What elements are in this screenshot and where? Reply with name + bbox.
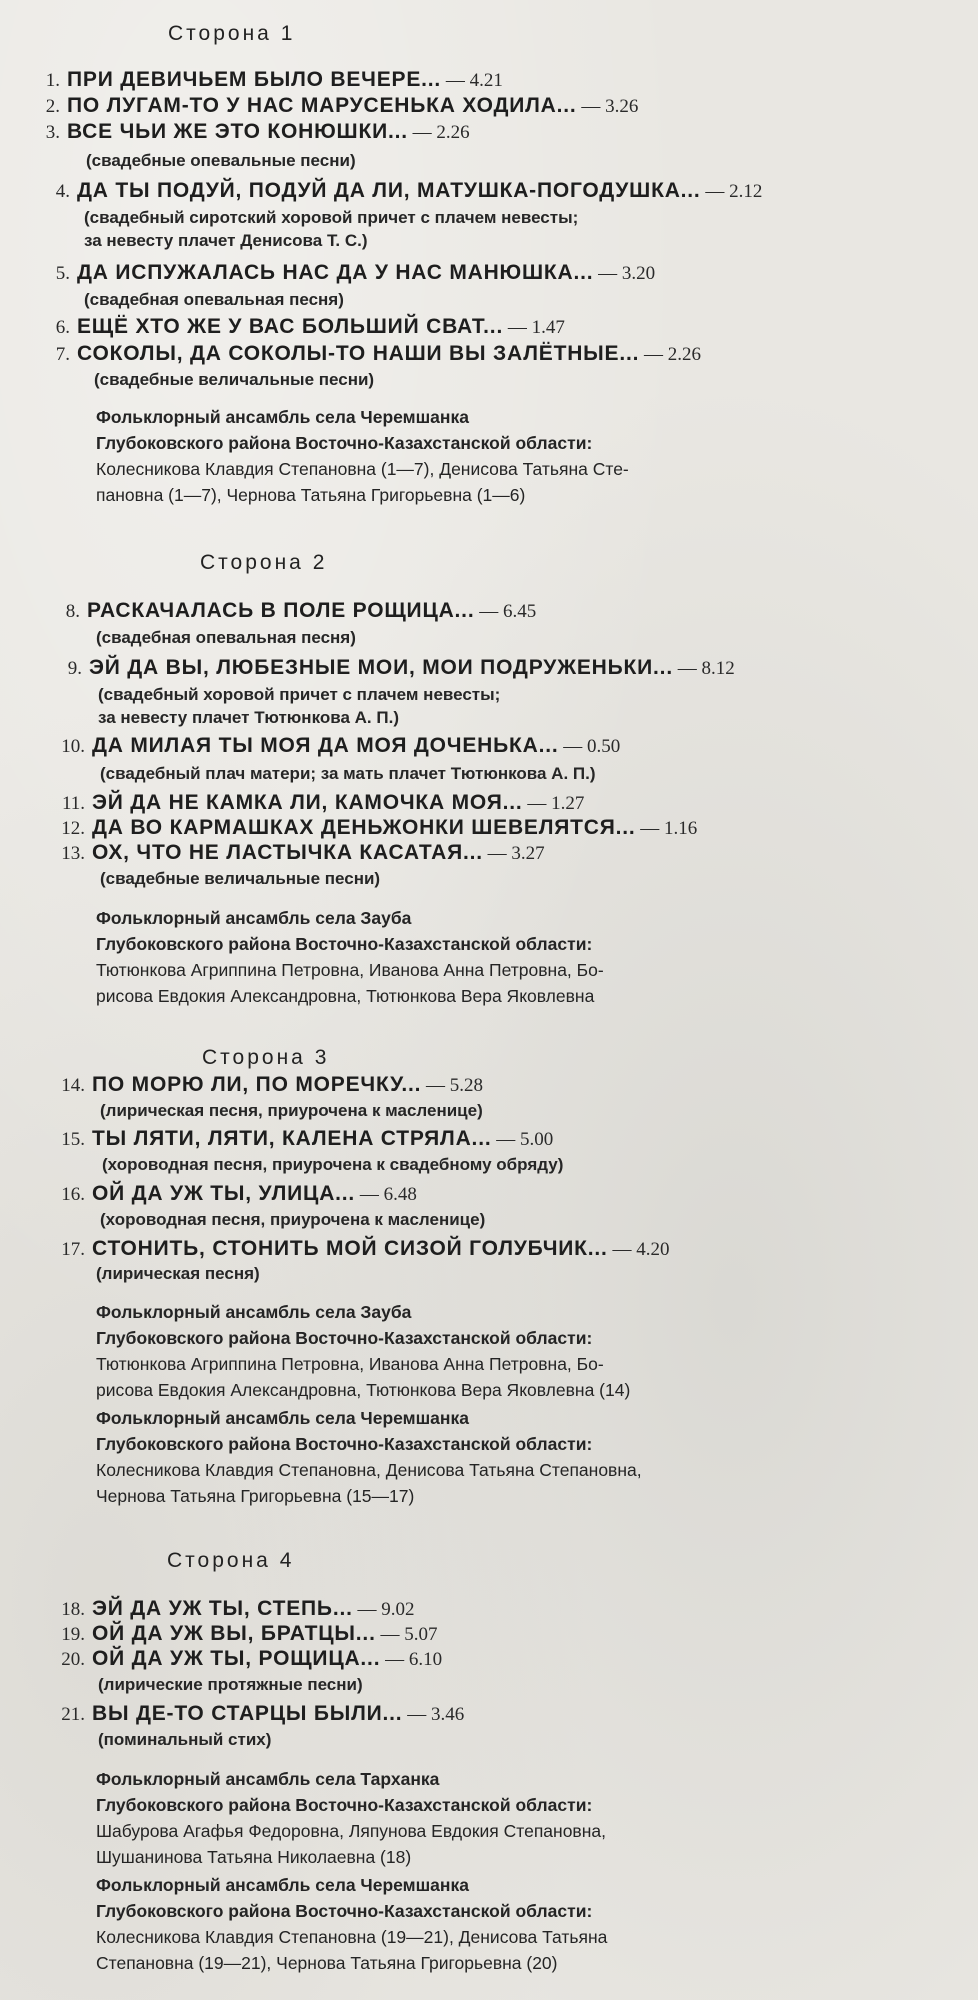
track-2 xyxy=(0,93,638,120)
track-duration: — 1.27 xyxy=(522,793,585,814)
track-number: 7. xyxy=(55,344,70,365)
ensemble-name: Фольклорный ансамбль села Зауба xyxy=(96,1302,412,1322)
track-title: ЕЩЁ ХТО ЖЕ У ВАС БОЛЬШИЙ СВАТ... xyxy=(77,315,504,338)
track-duration: — 6.48 xyxy=(355,1184,417,1205)
track-title: СОКОЛЫ, ДА СОКОЛЫ-ТО НАШИ ВЫ ЗАЛЁТНЫЕ... xyxy=(77,342,640,365)
performer-credit xyxy=(96,404,629,508)
ensemble-name: Фольклорный ансамбль села Черемшанка xyxy=(96,1408,469,1428)
track-8 xyxy=(0,598,536,625)
side-3-title: Сторона 3 xyxy=(202,1046,330,1069)
ensemble-region: Глубоковского района Восточно-Казахстанской области: xyxy=(96,1434,593,1454)
track-11 xyxy=(0,790,584,817)
track-number: 5. xyxy=(55,263,70,284)
performer-names: пановна (1—7), Чернова Татьяна Григорьевна (1—6) xyxy=(96,485,526,505)
side-4-title: Сторона 4 xyxy=(167,1549,295,1572)
track-number: 13. xyxy=(61,843,85,864)
performer-names: Шабурова Агафья Федоровна, Ляпунова Евдокия Степановна, xyxy=(96,1821,606,1841)
performer-names: Колесникова Клавдия Степановна (19—21), Денисова Татьяна xyxy=(96,1927,608,1947)
performer-credit xyxy=(96,1405,642,1509)
track-title: ПО МОРЮ ЛИ, ПО МОРЕЧКУ... xyxy=(92,1073,422,1096)
performer-names: Шушанинова Татьяна Николаевна (18) xyxy=(96,1847,412,1867)
performer-credit xyxy=(96,905,604,1009)
track-note: (лирическая песня, приурочена к масленице) xyxy=(100,1101,483,1120)
track-note: за невесту плачет Денисова Т. С.) xyxy=(84,231,368,250)
track-number: 21. xyxy=(61,1704,85,1725)
track-14 xyxy=(0,1072,483,1099)
performer-names: Тютюнкова Агриппина Петровна, Иванова Анна Петровна, Бо- xyxy=(96,960,604,980)
track-note: (хороводная песня, приурочена к свадебному обряду) xyxy=(102,1155,564,1174)
track-duration: — 3.46 xyxy=(402,1704,465,1725)
track-duration: — 9.02 xyxy=(352,1599,415,1620)
track-number: 18. xyxy=(61,1599,85,1620)
performer-names: Степановна (19—21), Чернова Татьяна Григорьевна (20) xyxy=(96,1953,558,1973)
track-duration: — 3.27 xyxy=(482,843,545,864)
performer-names: Колесникова Клавдия Степановна (1—7), Денисова Татьяна Сте- xyxy=(96,459,629,479)
track-title: ТЫ ЛЯТИ, ЛЯТИ, КАЛЕНА СТРЯЛА... xyxy=(92,1127,492,1150)
performer-names: рисова Евдокия Александровна, Тютюнкова Вера Яковлевна (14) xyxy=(96,1380,631,1400)
track-4 xyxy=(0,178,762,205)
track-number: 12. xyxy=(61,818,85,839)
track-19 xyxy=(0,1621,437,1648)
track-duration: — 1.47 xyxy=(503,317,565,338)
side-2-title: Сторона 2 xyxy=(200,551,328,574)
ensemble-region: Глубоковского района Восточно-Казахстанской области: xyxy=(96,1328,593,1348)
track-20 xyxy=(0,1646,442,1673)
track-note: (поминальный стих) xyxy=(98,1730,272,1749)
track-number: 14. xyxy=(61,1075,85,1096)
performer-credit xyxy=(96,1299,630,1403)
track-1 xyxy=(0,67,503,94)
track-16 xyxy=(0,1181,417,1208)
track-note: (лирические протяжные песни) xyxy=(98,1675,363,1694)
performer-credit xyxy=(96,1872,607,1976)
track-number: 20. xyxy=(61,1649,85,1670)
track-6 xyxy=(0,314,565,341)
performer-credit xyxy=(96,1766,606,1870)
track-number: 1. xyxy=(45,70,60,91)
track-title: ДА МИЛАЯ ТЫ МОЯ ДА МОЯ ДОЧЕНЬКА... xyxy=(92,734,559,757)
track-12 xyxy=(0,815,697,842)
track-title: ОЙ ДА УЖ ВЫ, БРАТЦЫ... xyxy=(92,1622,376,1645)
track-number: 11. xyxy=(61,793,85,814)
track-duration: — 6.10 xyxy=(380,1649,443,1670)
ensemble-region: Глубоковского района Восточно-Казахстанской области: xyxy=(96,1901,593,1921)
track-title: ПО ЛУГАМ-ТО У НАС МАРУСЕНЬКА ХОДИЛА... xyxy=(67,94,577,117)
ensemble-region: Глубоковского района Восточно-Казахстанской области: xyxy=(96,433,593,453)
track-title: СТОНИТЬ, СТОНИТЬ МОЙ СИЗОЙ ГОЛУБЧИК... xyxy=(92,1237,608,1260)
track-note: (свадебные величальные песни) xyxy=(100,869,381,888)
track-title: ЭЙ ДА УЖ ТЫ, СТЕПЬ... xyxy=(92,1597,353,1620)
track-note: (свадебные величальные песни) xyxy=(94,370,375,389)
track-title: ДА ТЫ ПОДУЙ, ПОДУЙ ДА ЛИ, МАТУШКА-ПОГОДУШКА... xyxy=(77,179,701,202)
track-7 xyxy=(0,341,701,368)
track-9 xyxy=(0,655,735,682)
track-3 xyxy=(0,119,470,146)
side-1-title: Сторона 1 xyxy=(168,22,296,45)
track-note: (свадебная опевальная песня) xyxy=(96,628,356,647)
ensemble-region: Глубоковского района Восточно-Казахстанской области: xyxy=(96,934,593,954)
track-number: 3. xyxy=(45,122,60,143)
performer-names: Тютюнкова Агриппина Петровна, Иванова Анна Петровна, Бо- xyxy=(96,1354,604,1374)
track-number: 19. xyxy=(61,1624,85,1645)
track-note: за невесту плачет Тютюнкова А. П.) xyxy=(98,708,399,727)
track-duration: — 4.20 xyxy=(607,1239,670,1260)
track-17 xyxy=(0,1236,669,1263)
track-duration: — 1.16 xyxy=(635,818,698,839)
track-note: (свадебный хоровой причет с плачем невесты; xyxy=(98,685,501,704)
track-21 xyxy=(0,1701,464,1728)
track-duration: — 5.07 xyxy=(375,1624,438,1645)
track-duration: — 5.00 xyxy=(491,1129,554,1150)
track-note: (свадебный сиротский хоровой причет с плачем невесты; xyxy=(84,208,579,227)
track-18 xyxy=(0,1596,414,1623)
track-duration: — 3.26 xyxy=(576,96,639,117)
performer-names: рисова Евдокия Александровна, Тютюнкова Вера Яковлевна xyxy=(96,986,595,1006)
track-13 xyxy=(0,840,545,867)
track-number: 9. xyxy=(67,658,82,679)
track-duration: — 5.28 xyxy=(421,1075,483,1096)
track-note: (свадебные опевальные песни) xyxy=(86,151,356,170)
track-duration: — 2.12 xyxy=(700,181,763,202)
track-duration: — 2.26 xyxy=(407,122,470,143)
performer-names: Колесникова Клавдия Степановна, Денисова Татьяна Степановна, xyxy=(96,1460,642,1480)
track-number: 4. xyxy=(55,181,70,202)
ensemble-name: Фольклорный ансамбль села Черемшанка xyxy=(96,407,469,427)
track-duration: — 8.12 xyxy=(672,658,735,679)
track-title: ОЙ ДА УЖ ТЫ, УЛИЦА... xyxy=(92,1182,356,1205)
track-duration: — 4.21 xyxy=(441,70,503,91)
track-note: (лирическая песня) xyxy=(96,1264,260,1283)
track-title: РАСКАЧАЛАСЬ В ПОЛЕ РОЩИЦА... xyxy=(87,599,475,622)
track-15 xyxy=(0,1126,553,1153)
track-note: (свадебная опевальная песня) xyxy=(84,290,344,309)
track-duration: — 0.50 xyxy=(558,736,621,757)
track-number: 8. xyxy=(65,601,80,622)
track-title: ДА ИСПУЖАЛАСЬ НАС ДА У НАС МАНЮШКА... xyxy=(77,261,594,284)
track-number: 16. xyxy=(61,1184,85,1205)
track-title: ВСЕ ЧЬИ ЖЕ ЭТО КОНЮШКИ... xyxy=(67,120,408,143)
performer-names: Чернова Татьяна Григорьевна (15—17) xyxy=(96,1486,415,1506)
ensemble-region: Глубоковского района Восточно-Казахстанской области: xyxy=(96,1795,593,1815)
track-title: ДА ВО КАРМАШКАХ ДЕНЬЖОНКИ ШЕВЕЛЯТСЯ... xyxy=(92,816,636,839)
track-duration: — 6.45 xyxy=(474,601,537,622)
track-10 xyxy=(0,733,620,760)
track-number: 10. xyxy=(61,736,85,757)
track-number: 17. xyxy=(61,1239,85,1260)
ensemble-name: Фольклорный ансамбль села Зауба xyxy=(96,908,412,928)
track-duration: — 2.26 xyxy=(639,344,701,365)
ensemble-name: Фольклорный ансамбль села Черемшанка xyxy=(96,1875,469,1895)
track-title: ЭЙ ДА ВЫ, ЛЮБЕЗНЫЕ МОИ, МОИ ПОДРУЖЕНЬКИ... xyxy=(89,656,673,679)
track-5 xyxy=(0,260,655,287)
track-title: ВЫ ДЕ-ТО СТАРЦЫ БЫЛИ... xyxy=(92,1702,403,1725)
ensemble-name: Фольклорный ансамбль села Тарханка xyxy=(96,1769,440,1789)
track-title: ЭЙ ДА НЕ КАМКА ЛИ, КАМОЧКА МОЯ... xyxy=(92,791,523,814)
track-number: 15. xyxy=(61,1129,85,1150)
track-note: (хороводная песня, приурочена к масленице) xyxy=(100,1210,486,1229)
track-note: (свадебный плач матери; за мать плачет Тютюнкова А. П.) xyxy=(100,764,596,783)
track-number: 2. xyxy=(45,96,60,117)
track-duration: — 3.20 xyxy=(593,263,656,284)
track-title: ОХ, ЧТО НЕ ЛАСТЫЧКА КАСАТАЯ... xyxy=(92,841,483,864)
track-title: ОЙ ДА УЖ ТЫ, РОЩИЦА... xyxy=(92,1647,381,1670)
track-number: 6. xyxy=(55,317,70,338)
track-title: ПРИ ДЕВИЧЬЕМ БЫЛО ВЕЧЕРЕ... xyxy=(67,68,442,91)
